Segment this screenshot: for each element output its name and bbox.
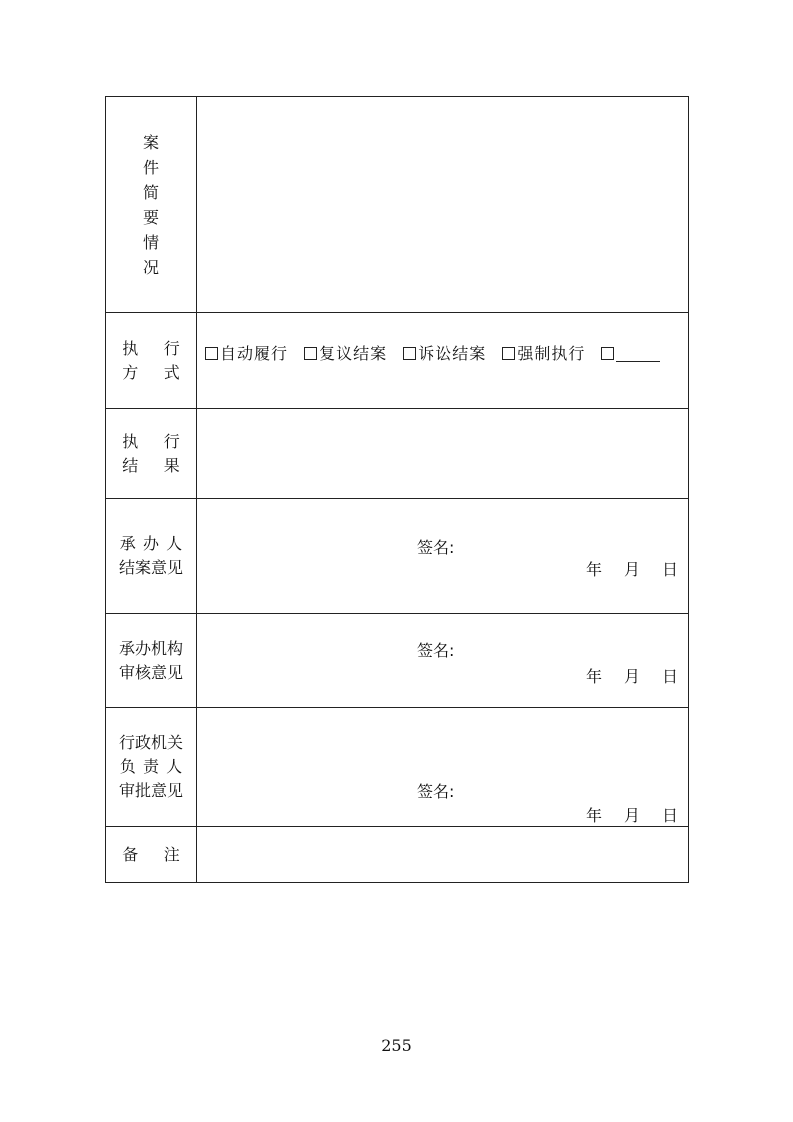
chief-approval-label-line1: 行政机关	[118, 733, 183, 752]
page-number: 255	[381, 1036, 412, 1055]
execution-method-label-line2: 方式	[122, 362, 206, 382]
chief-date-month: 月	[623, 806, 640, 825]
row-chief-approval	[106, 708, 689, 827]
agency-date	[564, 664, 678, 687]
row-execution-method	[106, 313, 689, 409]
row-agency-review	[106, 614, 689, 708]
row-execution-result	[106, 409, 689, 499]
checkbox-other[interactable]	[601, 347, 614, 360]
handler-opinion-label-line1: 承办人	[119, 534, 190, 553]
handler-opinion-field[interactable]	[197, 499, 689, 614]
label-remarks	[106, 827, 206, 883]
option-reconsideration: 复议结案	[319, 344, 388, 363]
label-chief-approval	[106, 708, 197, 827]
agency-review-label-line1: 承办机构	[118, 638, 183, 658]
execution-result-label-line2: 结果	[122, 455, 206, 475]
chief-approval-label-line3: 审批意见	[118, 781, 183, 800]
handler-date	[564, 557, 678, 580]
execution-result-field[interactable]	[197, 409, 689, 499]
handler-sign-label: 签名:	[417, 538, 455, 557]
checkbox-litigation[interactable]	[403, 347, 416, 360]
agency-date-month: 月	[623, 667, 640, 686]
handler-opinion-label-line2: 结案意见	[118, 558, 183, 577]
chief-date-day: 日	[661, 806, 678, 825]
chief-date	[564, 803, 678, 826]
row-case-summary	[106, 97, 689, 313]
row-remarks	[106, 827, 689, 883]
checkbox-enforcement[interactable]	[502, 347, 515, 360]
other-blank-line[interactable]	[616, 347, 660, 362]
handler-date-month: 月	[623, 560, 640, 579]
option-enforcement: 强制执行	[517, 344, 586, 363]
chief-approval-field[interactable]	[197, 708, 689, 827]
option-auto-fulfill: 自动履行	[220, 344, 289, 363]
execution-method-label-line1: 执行	[122, 338, 206, 358]
handler-date-year: 年	[585, 560, 602, 579]
agency-date-day: 日	[661, 667, 678, 686]
label-execution-result	[106, 409, 206, 499]
agency-review-label-line2: 审核意见	[118, 662, 183, 682]
agency-review-field[interactable]	[197, 614, 689, 708]
agency-date-year: 年	[585, 667, 602, 686]
row-handler-opinion	[106, 499, 689, 614]
remarks-label: 备注	[122, 844, 206, 864]
label-case-summary	[106, 97, 197, 313]
chief-date-year: 年	[585, 806, 602, 825]
handler-date-day: 日	[661, 560, 678, 579]
chief-approval-label-line2: 负责人	[119, 757, 190, 776]
remarks-field[interactable]	[197, 827, 689, 883]
execution-method-options	[197, 313, 689, 409]
checkbox-auto-fulfill[interactable]	[205, 347, 218, 360]
chief-sign-label: 签名:	[417, 782, 455, 801]
label-agency-review	[106, 614, 197, 708]
label-handler-opinion	[106, 499, 197, 614]
execution-result-label-line1: 执行	[122, 431, 206, 451]
case-closing-form	[105, 96, 689, 883]
label-execution-method	[106, 313, 206, 409]
case-summary-label: 案件简要情况	[142, 132, 159, 277]
agency-sign-label: 签名:	[417, 641, 455, 660]
case-summary-field[interactable]	[197, 97, 689, 313]
checkbox-reconsideration[interactable]	[304, 347, 317, 360]
option-litigation: 诉讼结案	[418, 344, 487, 363]
